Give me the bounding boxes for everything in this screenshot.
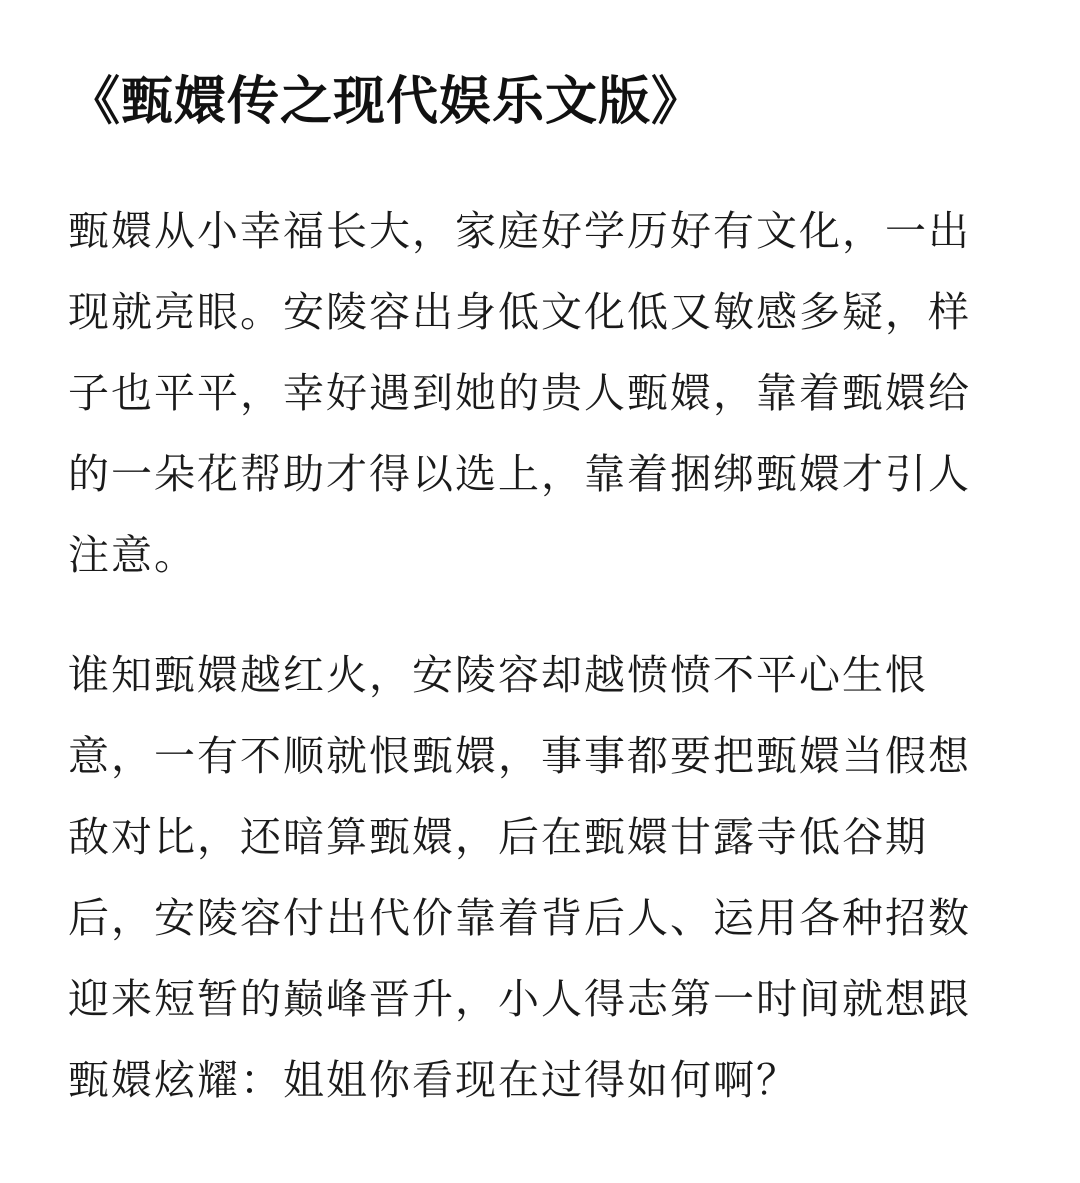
paragraph-line: 甄嬛从小幸福长大，家庭好学历好有文化，一出 [68, 207, 971, 255]
paragraph-line: 意，一有不顺就恨甄嬛，事事都要把甄嬛当假想 [68, 732, 971, 780]
paragraph-line: 敌对比，还暗算甄嬛，后在甄嬛甘露寺低谷期 [68, 813, 928, 861]
paragraph-line: 谁知甄嬛越红火，安陵容却越愤愤不平心生恨 [68, 651, 928, 699]
paragraph-line: 后，安陵容付出代价靠着背后人、运用各种招数 [68, 894, 971, 942]
paragraph-line: 甄嬛炫耀：姐姐你看现在过得如何啊？ [68, 1056, 799, 1104]
article-title: 《甄嬛传之现代娱乐文版》 [68, 72, 705, 132]
paragraph-line: 注意。 [68, 531, 197, 579]
paragraph-2 [68, 635, 1012, 1121]
paragraph-line: 迎来短暂的巅峰晋升，小人得志第一时间就想跟 [68, 975, 971, 1023]
paragraph-line: 的一朵花帮助才得以选上，靠着捆绑甄嬛才引人 [68, 450, 971, 498]
paragraph-line: 子也平平，幸好遇到她的贵人甄嬛，靠着甄嬛给 [68, 369, 971, 417]
paragraph-1 [68, 191, 1012, 596]
paragraph-line: 现就亮眼。安陵容出身低文化低又敏感多疑，样 [68, 288, 971, 336]
